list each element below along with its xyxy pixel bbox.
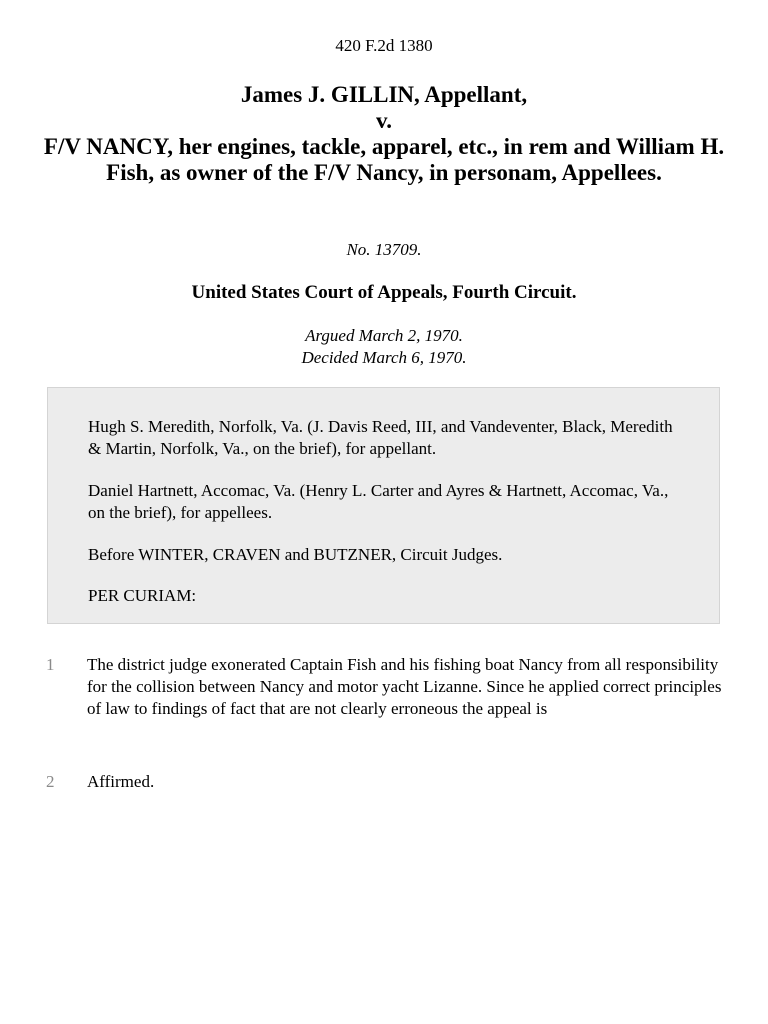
- case-title: [40, 82, 728, 186]
- court-name: United States Court of Appeals, Fourth Circuit.: [191, 282, 577, 303]
- case-citation: 420 F.2d 1380: [335, 36, 433, 55]
- panel-judges: Before WINTER, CRAVEN and BUTZNER, Circuit Judges.: [88, 545, 503, 564]
- paragraph-number: 1: [46, 655, 55, 674]
- appellant-name: James J. GILLIN, Appellant,: [240, 82, 528, 107]
- argued-date: Argued March 2, 1970.: [305, 326, 463, 345]
- appellees-counsel: Daniel Hartnett, Accomac, Va. (Henry L. Carter and Ayres & Hartnett, Accomac, Va., on the brief), for appellees.: [88, 481, 669, 522]
- versus: v.: [376, 108, 392, 133]
- decided-date: Decided March 6, 1970.: [301, 348, 467, 367]
- appellees-name: F/V NANCY, her engines, tackle, apparel, etc., in rem and William H. Fish, as owner of the F/V Nancy, in personam, Appellees.: [43, 134, 725, 185]
- paragraph-text: Affirmed.: [87, 772, 155, 791]
- appellant-counsel: Hugh S. Meredith, Norfolk, Va. (J. Davis Reed, III, and Vandeventer, Black, Meredith & Martin, Norfolk, Va., on the brief), for appellant.: [88, 417, 673, 458]
- paragraph-text: The district judge exonerated Captain Fish and his fishing boat Nancy from all responsibility for the collision between Nancy and motor yacht Lizanne. Since he applied correct principles of law to findings of fact that are not clearly erroneous the appeal is: [87, 655, 722, 718]
- paragraph-number: 2: [46, 772, 55, 791]
- per-curiam: PER CURIAM:: [88, 586, 197, 605]
- docket-number: No. 13709.: [346, 240, 422, 259]
- case-dates: [0, 325, 768, 369]
- counsel-box: [47, 387, 720, 624]
